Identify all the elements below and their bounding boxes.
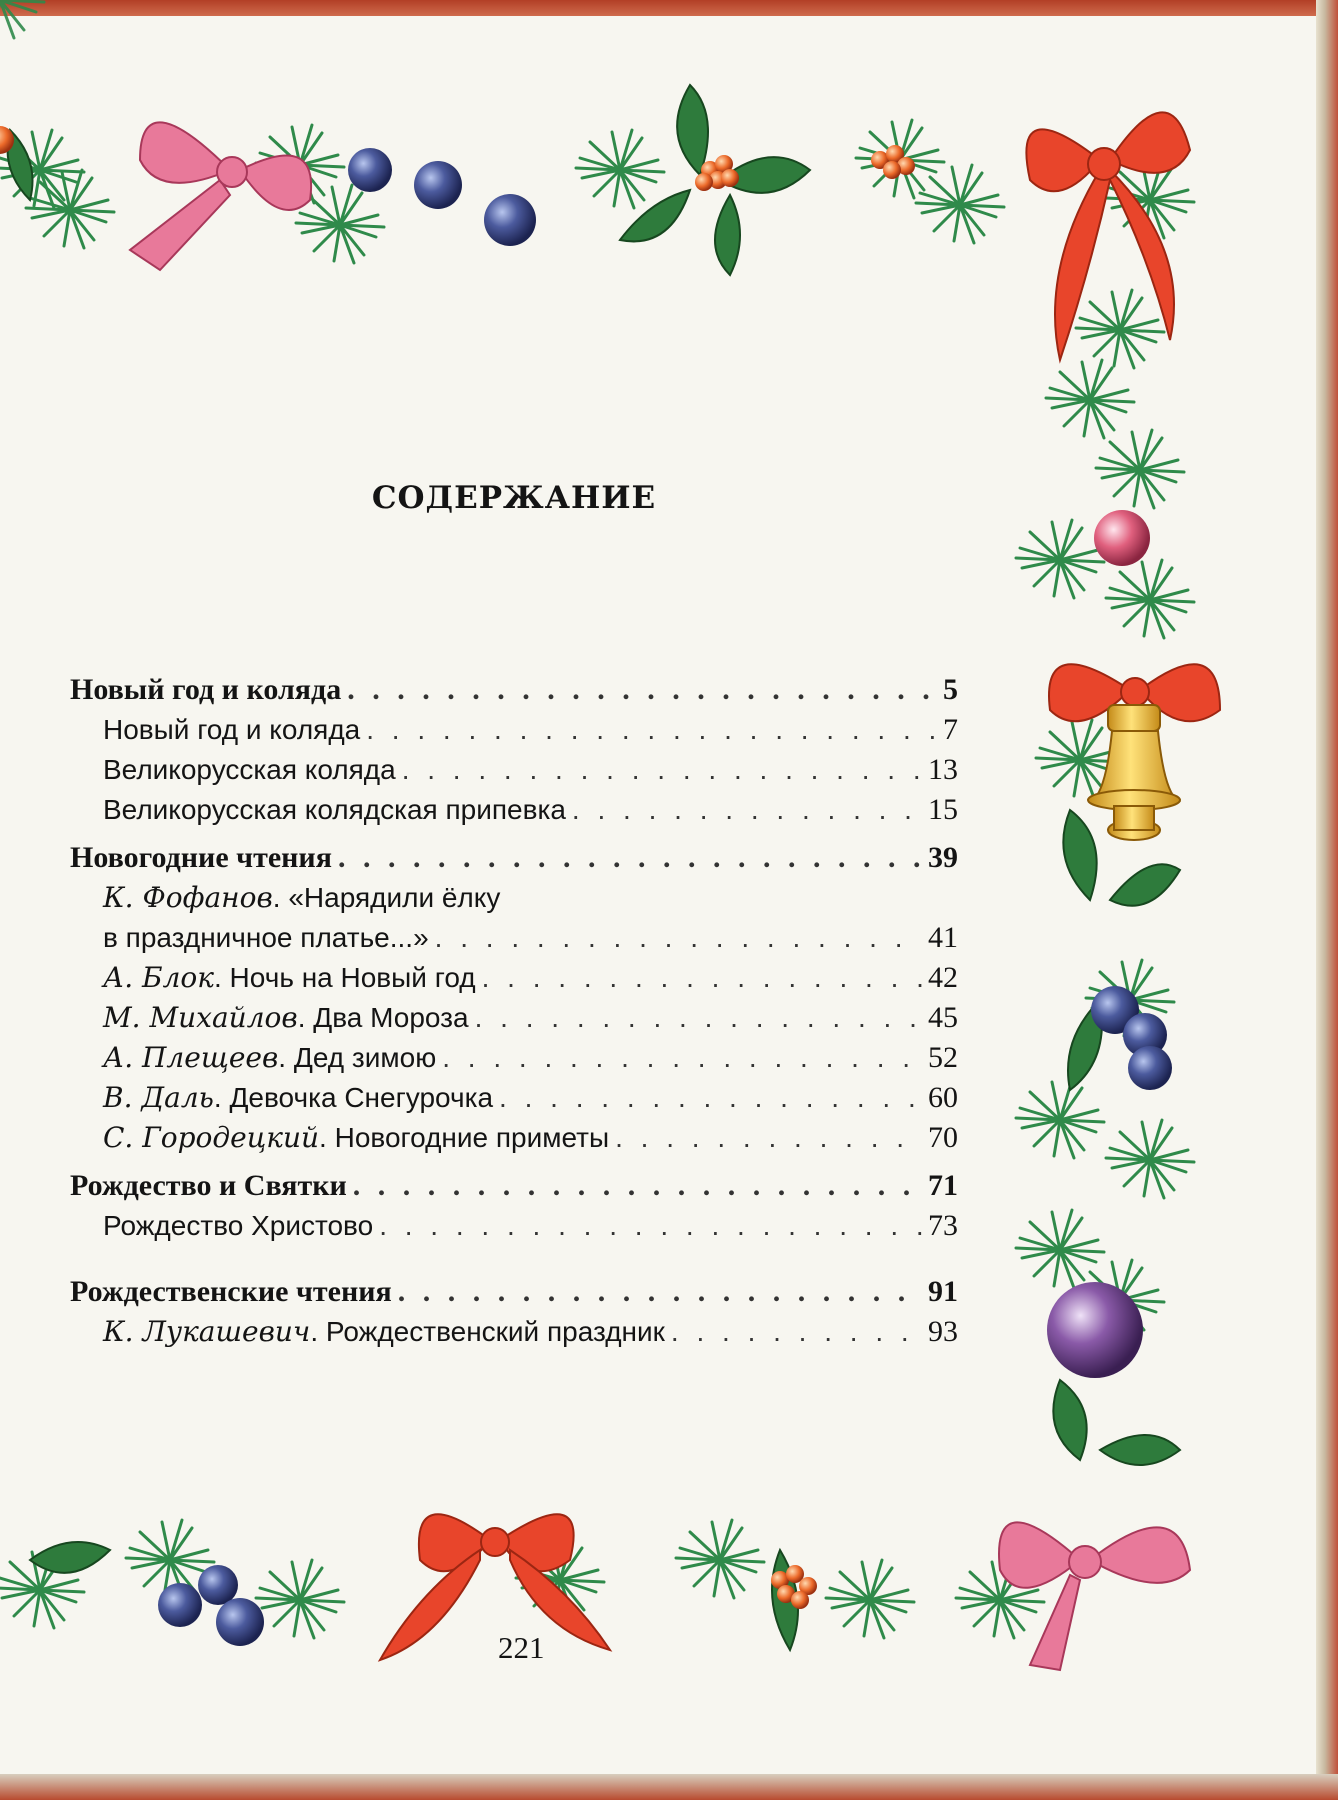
table-of-contents <box>70 670 958 1352</box>
toc-page-number: 70 <box>928 1121 958 1154</box>
toc-entry-author: А. Плещеев <box>103 1041 279 1074</box>
toc-entry-title <box>103 878 500 918</box>
toc-entry-text: Рождественские чтения <box>70 1275 392 1308</box>
toc-entry-row[interactable] <box>70 790 958 830</box>
toc-page-number: 41 <box>928 921 958 954</box>
toc-entry-author: М. Михайлов <box>103 1001 298 1034</box>
toc-entry-author: К. Фофанов <box>103 881 273 914</box>
toc-entry-title <box>103 750 396 790</box>
toc-leader-dots <box>615 1118 922 1158</box>
toc-entry-row[interactable] <box>70 1312 958 1352</box>
toc-entry-row[interactable] <box>70 1078 958 1118</box>
toc-leader-dots <box>366 710 937 750</box>
toc-entry-author: В. Даль <box>103 1081 214 1114</box>
toc-entry-text: Рождество Христово <box>103 1210 374 1241</box>
toc-entry-title <box>103 1118 609 1158</box>
toc-entry-text: . Рождественский праздник <box>310 1316 665 1347</box>
toc-entry-title <box>103 1206 373 1246</box>
toc-entry-text: Рождество и Святки <box>70 1169 347 1202</box>
toc-leader-dots <box>398 1272 922 1312</box>
toc-entry-text: . Ночь на Новый год <box>214 962 476 993</box>
toc-page-number: 60 <box>928 1081 958 1114</box>
toc-leader-dots <box>338 838 922 878</box>
toc-entry-text: Великорусская коляда <box>103 754 396 785</box>
toc-entry-title <box>103 1038 436 1078</box>
toc-entry-title <box>103 790 566 830</box>
page-number: 221 <box>498 1630 545 1665</box>
toc-entry-row[interactable] <box>70 998 958 1038</box>
toc-leader-dots <box>499 1078 922 1118</box>
toc-page-number: 45 <box>928 1001 958 1034</box>
toc-entry-author: С. Городецкий <box>103 1121 320 1154</box>
toc-entry-title <box>70 670 341 710</box>
toc-page-number: 15 <box>928 793 958 826</box>
toc-leader-dots <box>435 918 922 958</box>
toc-entry-title <box>103 1312 665 1352</box>
toc-spacer <box>70 1158 958 1166</box>
toc-entry-title <box>103 1078 493 1118</box>
toc-section-row[interactable] <box>70 1166 958 1206</box>
page-title: СОДЕРЖАНИЕ <box>371 480 657 516</box>
toc-entry-text: . Девочка Снегурочка <box>213 1082 494 1113</box>
toc-entry-text: . «Нарядили ёлку <box>272 882 501 913</box>
toc-section-row[interactable] <box>70 670 958 710</box>
toc-entry-text: . Новогодние приметы <box>319 1122 610 1153</box>
toc-leader-dots <box>442 1038 922 1078</box>
toc-spacer <box>70 830 958 838</box>
toc-entry-title <box>103 998 469 1038</box>
toc-entry-text: Новогодние чтения <box>70 841 332 874</box>
toc-entry-title <box>103 958 476 998</box>
toc-leader-dots <box>572 790 922 830</box>
toc-section-row[interactable] <box>70 1272 958 1312</box>
toc-page-number: 7 <box>943 713 958 746</box>
toc-entry-row[interactable] <box>70 710 958 750</box>
toc-leader-dots <box>482 958 922 998</box>
toc-page-number: 52 <box>928 1041 958 1074</box>
toc-page-number: 39 <box>928 841 958 874</box>
toc-section-row[interactable] <box>70 838 958 878</box>
toc-entry-text: в праздничное платье...» <box>103 922 429 953</box>
toc-entry-text: Новый год и коляда <box>103 714 361 745</box>
toc-entry-title <box>103 918 429 958</box>
toc-entry-title <box>70 1166 347 1206</box>
toc-page-number: 93 <box>928 1315 958 1348</box>
toc-entry-author: К. Лукашевич <box>103 1315 311 1348</box>
toc-spacer <box>70 1246 958 1272</box>
toc-entry-text: . Два Мороза <box>297 1002 469 1033</box>
toc-page-number: 73 <box>928 1209 958 1242</box>
toc-leader-dots <box>379 1206 922 1246</box>
toc-leader-dots <box>402 750 922 790</box>
toc-leader-dots <box>353 1166 922 1206</box>
toc-entry-row[interactable] <box>70 1206 958 1246</box>
toc-entry-author: А. Блок <box>103 961 214 994</box>
toc-page-number: 42 <box>928 961 958 994</box>
toc-entry-row[interactable] <box>70 1038 958 1078</box>
toc-entry-title <box>70 1272 392 1312</box>
toc-leader-dots <box>347 670 937 710</box>
toc-entry-title <box>103 710 360 750</box>
toc-entry-row[interactable] <box>70 750 958 790</box>
toc-entry-text: . Дед зимою <box>278 1042 437 1073</box>
toc-entry-row[interactable] <box>70 1118 958 1158</box>
toc-entry-row[interactable] <box>70 918 958 958</box>
toc-leader-dots <box>671 1312 922 1352</box>
toc-entry-title <box>70 838 332 878</box>
toc-entry-row[interactable] <box>70 878 958 918</box>
toc-page-number: 5 <box>943 673 958 706</box>
toc-leader-dots <box>475 998 922 1038</box>
toc-entry-text: Великорусская колядская припевка <box>103 794 566 825</box>
toc-entry-text: Новый год и коляда <box>70 673 342 706</box>
toc-page-number: 71 <box>928 1169 958 1202</box>
toc-page-number: 91 <box>928 1275 958 1308</box>
toc-page-number: 13 <box>928 753 958 786</box>
toc-entry-row[interactable] <box>70 958 958 998</box>
